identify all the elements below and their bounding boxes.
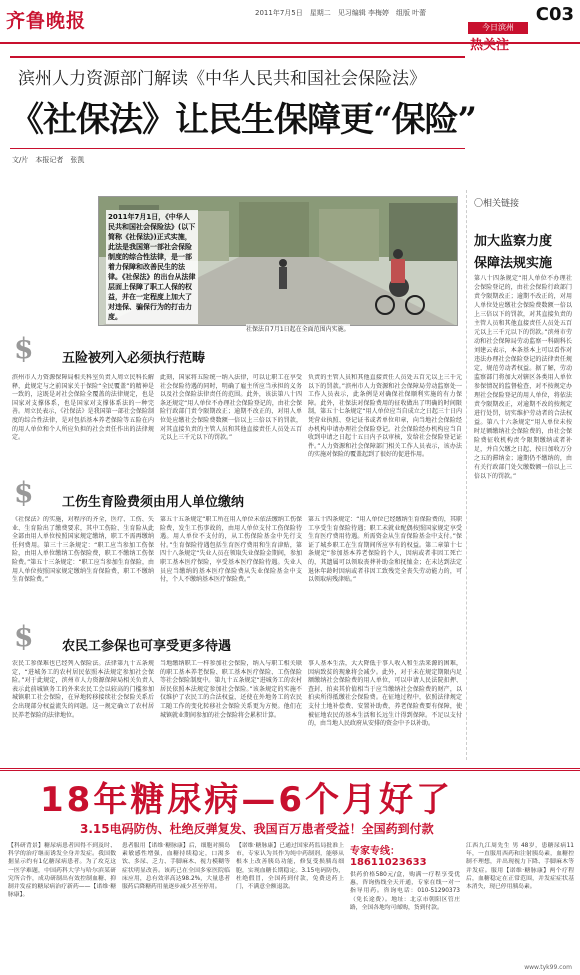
ad-contact-block bbox=[350, 842, 460, 970]
lead-paragraph: 2011年7月1日，《中华人民共和国社会保险法》(以下简称《社保法》)正式实施，此法是我国第一部社会保险制度的综合性法律，是一部着力保障和改善民生的法律。《社保法》的出台从法律层面上保障了职工人保的权益，并在一定程度上加大了对违保、骗保行为的打击力度。 bbox=[106, 210, 198, 324]
headline-rule bbox=[10, 148, 465, 149]
section-2-col-1: 《社保法》的实施，对程序的齐全，医疗、工伤、失业、生育险出了缴费要求，其中工伤险、生育险从此全部由用人单位按照国家规定缴纳，职工不需再缴纳任何费用。第三十三条规定：“职工应当参加工伤保险，由用人单位缴纳工伤保险费，职工不缴纳工伤保险费。”第五十三条规定：“职工应当参加生育保险，由用人单位按照国家规定缴纳生育保险费，职工不缴纳生育保险费。” bbox=[12, 516, 154, 584]
ad-col-3: 【诺维·糖脉康】已通过国家药监局批准上市，专家认为其作为纯中药制剂，能够从根本上改善胰岛功能，修复受损胰岛细胞，实现血糖长期稳定。3.15电码防伪，杜绝假冒，全国药到付款，免费送药上门，不满意全额退款。 bbox=[236, 843, 344, 891]
header-meta: 2011年7月5日 星期二 见习编辑 李梅婷 组版 叶蕾 bbox=[255, 9, 427, 17]
sidebar-title-line2: 保障法规实施 bbox=[474, 256, 553, 271]
section-2-col-3: 第五十四条规定：“用人单位已经缴纳生育保险费的，其职工享受生育保险待遇；职工未就业配偶按照国家规定享受生育医疗费用待遇。所需资金从生育保险基金中支付。”保证了城乡职工在生育期间所应享有的权益。第二章第十七条规定“参加基本养老保险的个人，因病或者非因工死亡的，其遗属可以领取丧葬补助金和抚恤金；在未达到法定退休年龄时因病或者非因工致残完全丧失劳动能力的，可以领取病残津贴。” bbox=[308, 516, 462, 584]
section-1-col-2: 此刻，国家将五险统一纳入法律，可以让职工在享受社会保险待遇的同时，明确了雇主所应当承担的义务以及社会保险法律责任的范围。此外，该法第八十四条还规定“用人单位不办理社会保险登记的，由社会保险行政部门责令限期改正；逾期不改正的，对用人单位处应缴社会保险费数额一倍以上三倍以下的罚款，对其直接负责的主管人员和其他直接责任人员处五百元以上三千元以下的罚款。” bbox=[160, 374, 302, 442]
dollar-icon: $ bbox=[14, 332, 34, 365]
section-heading-2: 工伤生育险费须由用人单位缴纳 bbox=[62, 495, 245, 510]
newspaper-logo: 齐鲁晚报 bbox=[6, 10, 87, 32]
ad-col-1: 【科研背景】糖尿病患者因得不到及时、科学的治疗继而诱发全身并发症。我国数据显示约有1亿糖尿病患者。为了攻克这一医学难题，中国药科大学与哈尔滨某研究所合作，成功研制出有效控制血糖、抑制并发症的糖尿病治疗新药——【诺维·糖脉康】。 bbox=[8, 843, 116, 899]
ad-testimonial: 江西九江周先生 男 48岁，患糖尿病11年，一直服用西药和注射胰岛素，血糖控制不理想，并出现视力下降、手脚麻木等并发症。服用【诺维·糖脉康】两个疗程后，血糖稳定在正常范围，并发症症状基本消失，现已停用胰岛素。 bbox=[466, 843, 574, 891]
article-headline: 《社保法》让民生保障更“保险” bbox=[10, 100, 477, 140]
ad-phone: 专家专线：18611023633 bbox=[350, 846, 427, 868]
photo-caption: 社保法自7月1日起在全面范围内实施。 bbox=[246, 326, 350, 333]
section-1-col-1: 滨州市人力资源保障局相关科室负责人周立民科长解释，此规定与之前国家关于保险“全民覆盖”的精神是一致的，这既是对社会保险全覆盖的法律规定，也是国家对支撑体系，也是国家对支撑体系法的一种完善。周立民表示，《社保法》是我国第一部社会保险制度的综合性法律，是对包括基本养老保险等五险在内的用人单位和个人所应负担的社会责任作出的法律规定。 bbox=[12, 374, 154, 442]
section-heading-1: 五险被列入必须执行范畴 bbox=[62, 351, 206, 366]
section-3-col-3: 事人基本生活，大大降低于事人收入和生活来源的困难，因病致贫的现象将会减少。此外，对于未在规定期限内足额缴纳社会保险费的用人单位，可以申请人民法院扣押、查封、拍卖其价值相当于应当缴纳社会保险费的财产，以拍卖所得抵缴社会保险费。在征地过程中，依照法律规定支付土地补偿费、安置补助费，养老保险费要有保障，使被征地农民的基本生活和长远生计得到保障。不足以支付的，由当地人民政府从安排的资金中予以补助。 bbox=[308, 660, 462, 728]
page-number: C03 bbox=[535, 4, 574, 25]
dollar-icon: $ bbox=[14, 476, 34, 509]
ad-website: www.tyk99.com bbox=[524, 964, 572, 971]
section-1-col-3: 负责的主管人员和其他直接责任人员处五百元以上三千元以下的罚款。”滨州市人力资源和社会保障局劳动监察处一工作人员表示，此条例是对确保社保顺利实施的有力保障。此外，社保法对保险费用的征收做出了明确的时间限制，第五十七条规定“用人单位应当自成立之日起三十日内凭营业执照、登记证书或者单位印章，向当地社会保险经办机构申请办理社会保险登记。社会保险经办机构应当自收到申请之日起十五日内予以审核，发给社会保险登记证件。”人力资源和社会保障部门相关工作人员表示，该办法的实施对保险的覆盖起到了很好的促进作用。 bbox=[308, 374, 462, 459]
section-2-col-2: 第五十五条规定“职工所在用人单位未依法缴纳工伤保险费，发生工伤事故的，由用人单位支付工伤保险待遇。用人单位不支付的，从工伤保险基金中先行支付。”生育保险待遇包括生育医疗费用和生育津贴，第四十八条规定“失业人员在领取失业保险金期间，参加职工基本医疗保险，享受基本医疗保险待遇。失业人员应当缴纳的基本医疗保险费从失业保险基金中支付，个人不缴纳基本医疗保险费。” bbox=[160, 516, 302, 584]
edition-label: 今日滨州 bbox=[468, 22, 528, 34]
sidebar-title-line1: 加大监察力度 bbox=[474, 234, 553, 249]
sidebar-body: 第八十四条规定“用人单位不办理社会保险登记的，由社会保险行政部门责令限期改正；逾期不改正的，对用人单位处应缴社会保险费数额一倍以上三倍以下的罚款，对其直接负责的主管人员和其他直接责任人员处五百元以上三千元以下的罚款。”滨州市劳动和社会保障局劳动监察一科副科长刘建云表示，本条基本上可以看作对违法办理社会保险登记的法律责任规定，规范劳动者权益。据了解，劳动监察部门将加大对辖区各类用人单位参保情况的监督检查，对不按规定办理社会保险登记的用人单位，将依法责令限期改正，对逾期不改的按规定进行处罚，切实维护劳动者的合法权益。第八十六条规定“用人单位未按时足额缴纳社会保险费的，由社会保险费征收机构责令限期缴纳或者补足，并自欠缴之日起，按日加收万分之五的滞纳金；逾期仍不缴纳的，由有关行政部门处欠缴数额一倍以上三倍以下的罚款。” bbox=[474, 275, 572, 480]
section-3-col-1: 农民工参保难也已经列入保险法。法律第九十五条规定，“进城务工的农村居民依照本法规定参加社会保险。”对于此规定，滨州市人力资源保障局相关负责人表示此前城镇务工的外来农民工会以较高的门槛参加城镇职工社会保险，在异地转移接续社会保险关系后会出现部分权益流失的问题。这一规定确立了农村居民养老保险的法律地位。 bbox=[12, 660, 154, 719]
dollar-icon: $ bbox=[14, 620, 34, 653]
section-3-col-2: 当地缴纳职工一样参加社会保险，纳入与职工相关联的职工基本养老保险、职工基本医疗保险、工伤保险等社会保险制度中。第九十五条规定“进城务工的农村居民依照本法规定参加社会保险。”该条规定的实施不仅维护了农民工的合法权益，还使在外地务工的农民工随工作的变化转移社会保险关系更为方便。他们在城镇就业期间参加的社会保险将会累积计算。 bbox=[160, 660, 302, 719]
article-subhead: 滨州人力资源部门解读《中华人民共和国社会保险法》 bbox=[18, 69, 426, 89]
ad-subheadline: 3.15电码防伪、杜绝反弹复发、我国百万患者受益！全国药到付款 bbox=[80, 822, 434, 836]
ad-col-4: 供药价格580元/盒，购满一疗程享受优惠，咨询热线全天开通，专家在线一对一指导用药。咨询电话：010-51290373（免长途费）。地址：北京市朝阳区管庄路，全国各地均可邮购，货到付款。 bbox=[350, 872, 460, 911]
sidebar-header: 〇相关链接 bbox=[474, 199, 520, 209]
ad-col-2: 患者服用【诺维·糖脉康】后，细胞对胰岛素敏感性增强，血糖持续稳定，口渴多饮、多尿、乏力、手脚麻木、视力模糊等症状明显改善。该药已在全国多家医院临床应用，总有效率高达98.2%，大量患者服药后降糖药用量逐步减少甚至停用。 bbox=[122, 843, 230, 891]
section-heading-3: 农民工参保也可享受更多待遇 bbox=[62, 639, 232, 654]
ad-headline: 18年糖尿病—6个月好了 bbox=[40, 780, 453, 820]
top-rule bbox=[10, 56, 465, 58]
section-title: 热关注 bbox=[470, 38, 510, 53]
byline: 文/片 本报记者 张凯 bbox=[12, 156, 85, 164]
